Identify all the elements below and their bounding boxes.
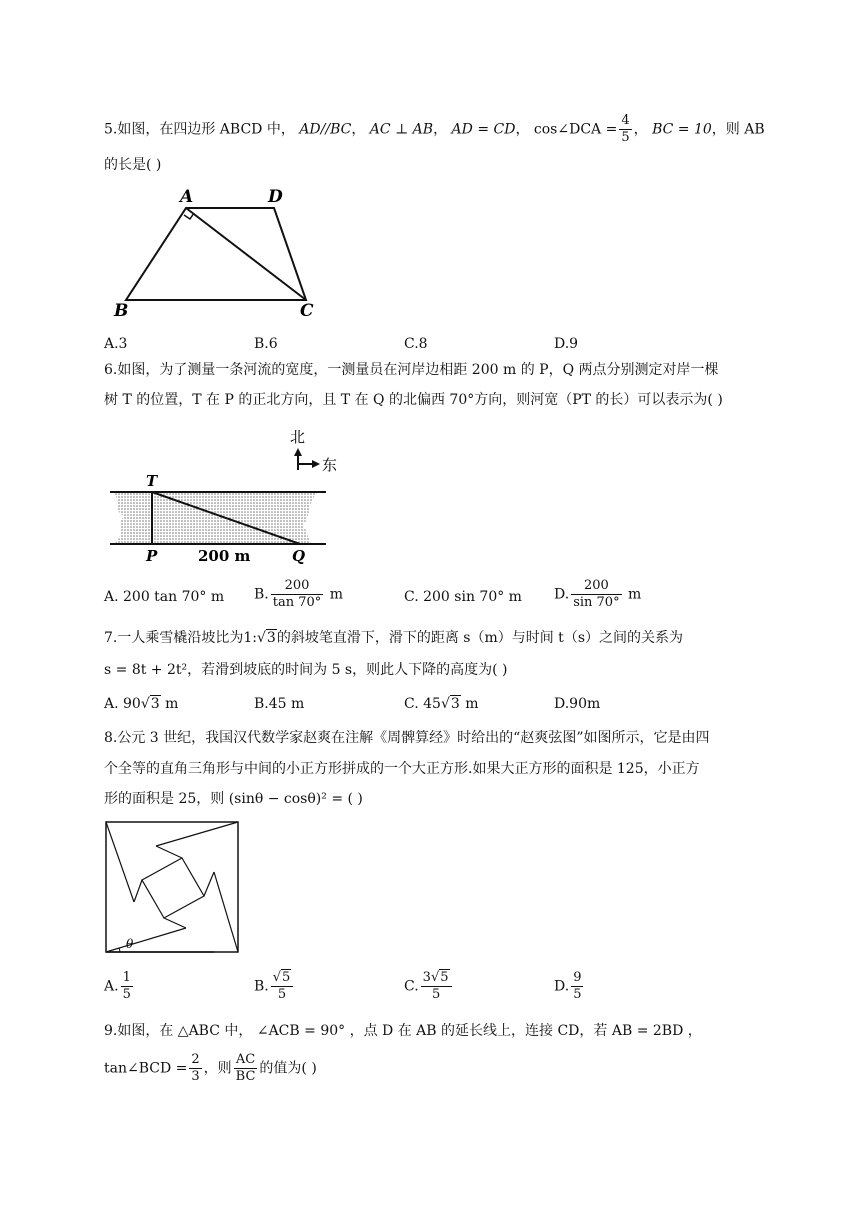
q8-option-b[interactable]: B. $\frac{√5}{5}$ — [254, 970, 295, 1003]
q5-label-C: C — [300, 301, 314, 321]
q7-stem-line2: s = 8t + 2t²，若滑到坡底的时间为 5 s，则此人下降的高度为( ) — [104, 662, 508, 678]
q6-label-Q: Q — [292, 547, 306, 565]
q8-option-c[interactable]: C. $\frac{3√5}{5}$ — [404, 970, 454, 1003]
q6-river-figure — [106, 424, 346, 568]
q8-stem-line1: 8.公元 3 世纪，我国汉代数学家赵爽在注解《周髀算经》时给出的“赵爽弦图”如图所示，它是由四 — [104, 730, 710, 746]
q6-option-d[interactable]: D. $\frac{200}{\sin 70^\circ}$ m — [554, 578, 642, 610]
q9-stem-line2: tan∠BCD = $\frac{2}{3}$ ，则 $\frac{AC}{BC}$ 的值为( ) — [104, 1052, 317, 1084]
q6-option-b[interactable]: B. $\frac{200}{\tan 70^\circ}$ m — [254, 578, 344, 610]
q7-option-a[interactable]: A. 90√3 m — [104, 696, 179, 712]
q5-label-A: A — [180, 187, 194, 207]
q6-option-c[interactable]: C. 200 sin 70° m — [404, 589, 522, 605]
q6-distance-label: 200 m — [198, 547, 251, 565]
q7-option-b[interactable]: B.45 m — [254, 696, 305, 712]
q5-stem-line2: 的长是( ) — [104, 157, 162, 173]
q6-north-label: 北 — [290, 428, 306, 446]
q5-label-B: B — [114, 301, 129, 321]
q5-option-d[interactable]: D.9 — [554, 336, 579, 352]
q5-label-D: D — [268, 187, 283, 207]
q5-option-a[interactable]: A.3 — [104, 336, 128, 352]
q6-stem-line1: 6.如图，为了测量一条河流的宽度，一测量员在河岸边相距 200 m 的 P，Q 两点分别测定对岸一棵 — [104, 362, 719, 378]
q6-label-T: T — [146, 472, 158, 490]
q8-theta-label: θ — [126, 937, 134, 951]
q7-option-c[interactable]: C. 45√3 m — [404, 696, 479, 712]
q6-stem-line2: 树 T 的位置，T 在 P 的正北方向，且 T 在 Q 的北偏西 70°方向，则河宽（PT 的长）可以表示为( ) — [104, 392, 723, 408]
q6-option-a[interactable]: A. 200 tan 70° m — [104, 589, 225, 605]
q9-stem-line1: 9.如图，在 △ABC 中， ∠ACB = 90° ，点 D 在 AB 的延长线上，连接 CD，若 AB = 2BD ， — [104, 1023, 702, 1039]
q7-stem-line1: 7.一人乘雪橇沿坡比为1:√3的斜坡笔直滑下，滑下的距离 s（m）与时间 t（s）之间的关系为 — [104, 630, 683, 646]
q5-option-c[interactable]: C.8 — [404, 336, 428, 352]
q5-cos-fraction: $\frac{4}{5}$ — [621, 113, 630, 145]
q5-trapezoid-figure — [110, 182, 330, 322]
q6-east-label: 东 — [322, 456, 338, 474]
q8-stem-line3: 形的面积是 25，则 (sinθ − cosθ)² = ( ) — [104, 791, 363, 807]
q8-option-a[interactable]: A. $\frac{1}{5}$ — [104, 970, 131, 1002]
q5-option-b[interactable]: B.6 — [254, 336, 278, 352]
q8-option-d[interactable]: D. $\frac{9}{5}$ — [554, 970, 582, 1002]
q5-stem-line1: 5.如图，在四边形 ABCD 中， AD//BC， AC ⊥ AB， AD = CD， cos∠DCA = $\frac{4}{5}$ ， BC = 10，则 AB — [104, 113, 765, 145]
q8-zhaoshuang-figure — [104, 820, 242, 956]
q6-label-P: P — [146, 547, 158, 565]
q8-stem-line2: 个全等的直角三角形与中间的小正方形拼成的一个大正方形.如果大正方形的面积是 125，小正方 — [104, 761, 700, 777]
q7-option-d[interactable]: D.90m — [554, 696, 601, 712]
